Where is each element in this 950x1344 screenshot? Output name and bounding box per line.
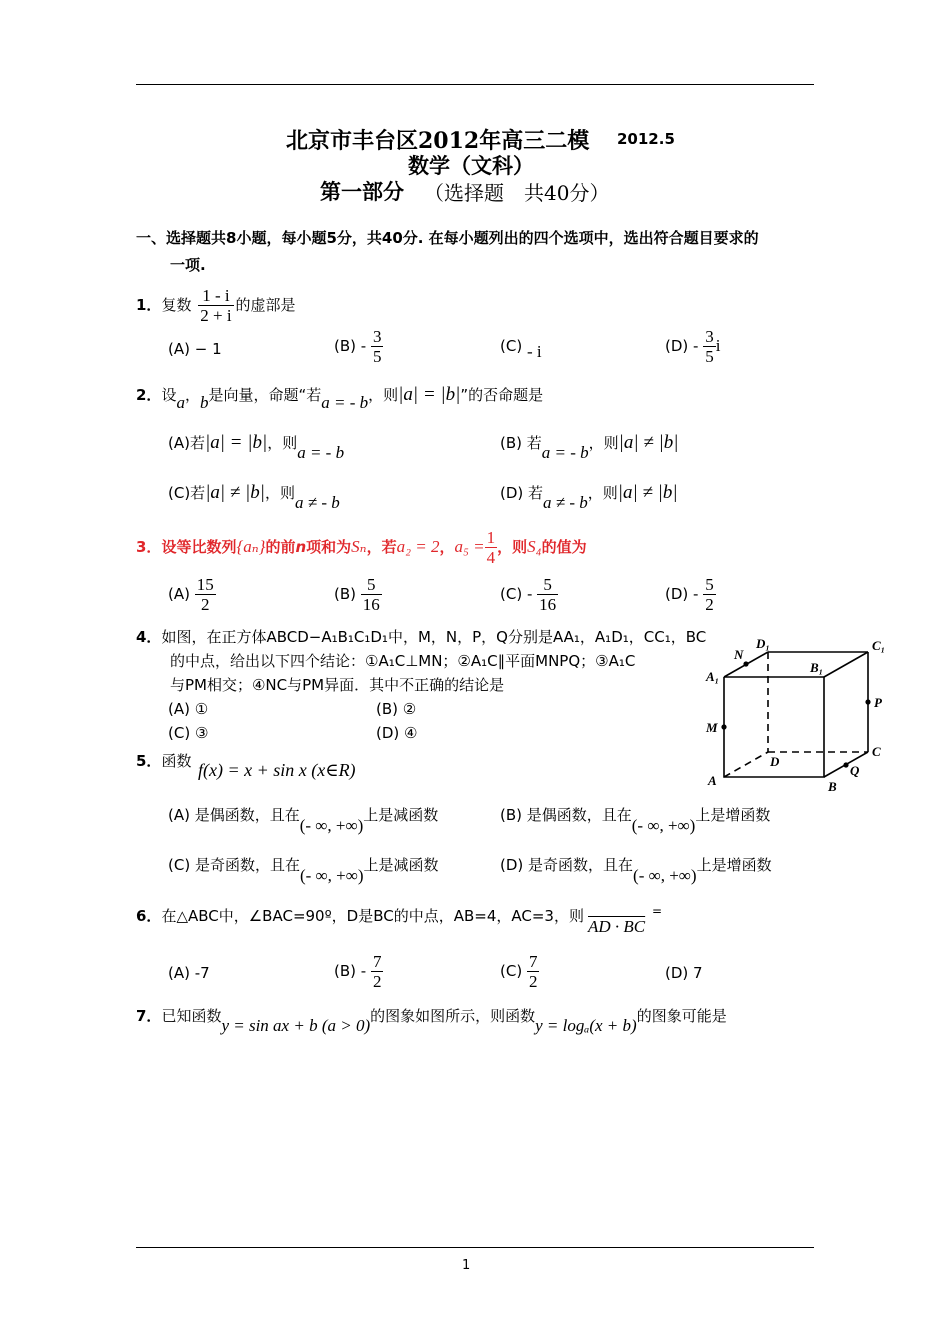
label-d: D <box>770 754 780 769</box>
q3-option-b[interactable]: (B) $\frac{5}{16}$ <box>334 575 380 614</box>
label-a: A <box>708 773 717 788</box>
question-4-line3: 与PM相交；④NC与PM异面．其中不正确的结论是 <box>170 676 505 694</box>
q1-option-b[interactable]: (B) - $\frac{3}{5}$ <box>334 327 382 366</box>
q5-option-c[interactable]: (C) 是奇函数，且在(- ∞, +∞)上是减函数 <box>168 856 439 885</box>
point-p-dot <box>865 699 870 704</box>
cube-edge-b1c1 <box>824 652 868 677</box>
label-d1: D₁ <box>756 636 770 651</box>
question-5: 5．函数 <box>136 752 192 770</box>
q2-option-b[interactable]: (B) 若a = - b，则|a| ≠ |b| <box>500 432 679 462</box>
q5-function: f(x) = x + sin x (x∈R) <box>198 760 356 780</box>
label-n: N <box>734 647 744 662</box>
cube-figure <box>700 632 900 802</box>
q4-option-b[interactable]: (B) ② <box>376 700 417 718</box>
q5-option-d[interactable]: (D) 是奇函数，且在(- ∞, +∞)上是增函数 <box>500 856 772 885</box>
section-heading: 一、选择题共8小题，每小题5分，共40分. 在每小题列出的四个选项中，选出符合题目要求的 <box>136 229 759 247</box>
part-title: 第一部分 <box>320 179 404 204</box>
q6-option-c[interactable]: (C) $\frac{7}{2}$ <box>500 952 538 991</box>
q2-option-c[interactable]: (C)若|a| ≠ |b|，则a ≠ - b <box>168 482 340 512</box>
question-3: 3．设等比数列{aₙ}的前n项和为Sₙ，若a₂ = 2，a₅ = $\frac{1}{4}$ ，则S₄的值为 <box>136 528 587 567</box>
question-2: 2．设a，b是向量，命题“若a = - b，则|a| = |b|”的否命题是 <box>136 384 544 412</box>
q1-option-a[interactable]: (A) − 1 <box>168 340 222 358</box>
label-b1: B₁ <box>810 660 824 675</box>
q6-vector-product: AD · BC <box>588 917 646 936</box>
part-note: （选择题 共40分） <box>424 181 610 205</box>
q6-option-d[interactable]: (D) 7 <box>665 964 703 982</box>
q4-option-a[interactable]: (A) ① <box>168 700 209 718</box>
point-q-dot <box>843 762 848 767</box>
q1-option-d[interactable]: (D) - $\frac{3}{5}$ i <box>665 327 721 366</box>
exam-date: 2012.5 <box>617 130 675 148</box>
q1-fraction: $\frac{1 - i}{2 + i}$ <box>200 286 232 325</box>
q5-option-a[interactable]: (A) 是偶函数，且在(- ∞, +∞)上是减函数 <box>168 806 439 835</box>
cube-hidden-edge-ad <box>724 752 768 777</box>
question-4-line2: 的中点，给出以下四个结论：①A₁C⊥MN；②A₁C∥平面MNPQ；③A₁C <box>170 652 636 670</box>
q6-equals: = <box>652 904 663 918</box>
page-title: 北京市丰台区2012年高三二模 <box>286 128 590 154</box>
question-7: 7．已知函数y = sin ax + b (a > 0)的图象如图所示，则函数y = logₐ(x + b)的图象可能是 <box>136 1007 727 1035</box>
q5-option-b[interactable]: (B) 是偶函数，且在(- ∞, +∞)上是增函数 <box>500 806 771 835</box>
label-p: P <box>874 695 882 710</box>
bottom-rule <box>136 1247 814 1248</box>
page-number: 1 <box>462 1258 471 1273</box>
label-m: M <box>706 720 718 735</box>
q3-option-a[interactable]: (A) $\frac{15}{2}$ <box>168 575 214 614</box>
top-rule <box>136 84 814 85</box>
q2-option-a[interactable]: (A)若|a| = |b|，则a = - b <box>168 432 345 462</box>
question-1: 1．复数 $\frac{1 - i}{2 + i}$ 的虚部是 <box>136 286 296 325</box>
question-6: 6．在△ABC中，∠BAC=90º，D是BC的中点，AB=4，AC=3，则 <box>136 907 584 925</box>
label-c: C <box>872 744 881 759</box>
question-4: 4．如图，在正方体ABCD−A₁B₁C₁D₁中，M，N，P，Q分别是AA₁，A₁D₁，CC₁，BC <box>136 628 707 646</box>
q6-option-a[interactable]: (A) -7 <box>168 964 210 982</box>
q4-option-d[interactable]: (D) ④ <box>376 724 418 742</box>
q4-option-c[interactable]: (C) ③ <box>168 724 209 742</box>
label-a1: A₁ <box>706 669 720 684</box>
point-m-dot <box>721 724 726 729</box>
q3-option-c[interactable]: (C) - $\frac{5}{16}$ <box>500 575 557 614</box>
q1-option-c[interactable]: (C) - i <box>500 337 542 361</box>
label-b: B <box>828 779 837 794</box>
label-q: Q <box>850 763 860 778</box>
point-n-dot <box>743 661 748 666</box>
q6-option-b[interactable]: (B) - $\frac{7}{2}$ <box>334 952 382 991</box>
q3-option-d[interactable]: (D) - $\frac{5}{2}$ <box>665 575 714 614</box>
subject-title: 数学（文科） <box>408 153 534 178</box>
q2-option-d[interactable]: (D) 若a ≠ - b，则|a| ≠ |b| <box>500 482 678 512</box>
section-heading-cont: 一项. <box>170 256 206 274</box>
label-c1: C₁ <box>872 638 886 653</box>
